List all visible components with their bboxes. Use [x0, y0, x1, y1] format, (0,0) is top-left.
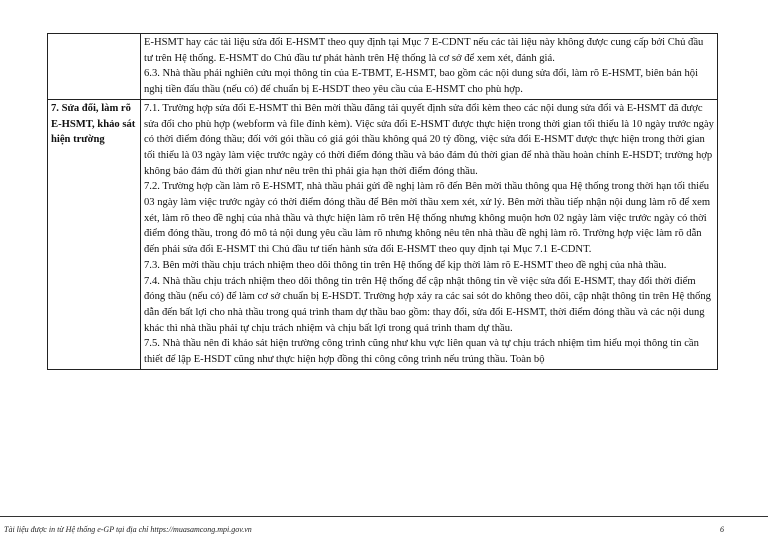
paragraph: E-HSMT hay các tài liệu sửa đổi E-HSMT theo quy định tại Mục 7 E-CDNT nếu các tài liệu này không được cung cấp bởi Chủ đầu tư trên Hệ thống. E-HSMT do Chủ đầu tư phát hành trên Hệ thống là cơ sở để xem xét, đánh giá. — [144, 37, 704, 64]
footer-source-text: Tài liệu được in từ Hệ thống e-GP tại địa chỉ https://muasamcong.mpi.gov.vn — [4, 525, 252, 534]
document-table — [47, 33, 718, 370]
paragraph: 7.1. Trường hợp sửa đổi E-HSMT thì Bên mời thầu đăng tải quyết định sửa đổi kèm theo các nội dung sửa đổi và E-HSMT đã được sửa đổi cho phù hợp (webform và file đính kèm). Việc sửa đổi E-HSMT được thực hiện trong thời gian tối thiểu là 10 ngày trước ngày có thời điểm đóng thầu; đối với gói thầu có giá gói thầu không quá 20 tỷ đồng, việc sửa đổi E-HSMT được thực hiện trong thời gian tối thiểu là 03 ngày làm việc trước ngày có thời điểm đóng thầu và bảo đảm đủ thời gian để nhà thầu hoàn chỉnh E-HSDT; trường hợp không bảo đảm đủ thời gian như nêu trên thì phải gia hạn thời điểm đóng thầu. — [144, 102, 714, 177]
paragraph: 7.5. Nhà thầu nên đi khảo sát hiện trường công trình cũng như khu vực liên quan và tự chịu trách nhiệm tìm hiểu mọi thông tin cần thiết để lập E-HSDT cũng như thực hiện hợp đồng thi công công trình nếu trúng thầu. Toàn bộ — [144, 338, 699, 366]
paragraph: 7.3. Bên mời thầu chịu trách nhiệm theo dõi thông tin trên Hệ thống để kịp thời làm rõ E-HSMT theo đề nghị của nhà thầu. — [144, 259, 667, 271]
paragraph: 7.2. Trường hợp cần làm rõ E-HSMT, nhà thầu phải gửi đề nghị làm rõ đến Bên mời thầu thông qua Hệ thống trong thời hạn tối thiểu 03 ngày làm việc trước ngày có thời điểm đóng thầu để Bên mời thầu xem xét, xử lý. Bên mời thầu tiếp nhận nội dung làm rõ để xem xét, làm rõ theo đề nghị của nhà thầu và thực hiện làm rõ trên Hệ thống nhưng không muộn hơn 02 ngày làm việc trước ngày có thời điểm đóng thầu, trong đó mô tả nội dung yêu cầu làm rõ nhưng không nêu tên nhà thầu đề nghị làm rõ. Trường hợp việc làm rõ dẫn đến phải sửa đổi E-HSMT thì Chủ đầu tư tiến hành sửa đổi E-HSMT theo quy định tại Mục 7.1 E-CDNT. — [144, 181, 711, 256]
page-footer — [0, 516, 768, 534]
content-cell — [141, 99, 718, 369]
section-title-cell: 7. Sửa đổi, làm rõ E-HSMT, khảo sát hiện trường — [48, 99, 141, 369]
section-title-cell — [48, 34, 141, 100]
table-row — [48, 34, 718, 100]
content-cell — [141, 34, 718, 100]
table-row — [48, 99, 718, 369]
page-number: 6 — [720, 525, 724, 534]
paragraph: 7.4. Nhà thầu chịu trách nhiệm theo dõi thông tin trên Hệ thống để cập nhật thông tin về việc sửa đổi E-HSMT, thay đổi thời điểm đóng thầu (nếu có) để làm cơ sở chuẩn bị E-HSDT. Trường hợp xảy ra các sai sót do không theo dõi, cập nhật thông tin trên Hệ thống dẫn đến bất lợi cho nhà thầu trong quá trình tham dự thầu bao gồm: thay đổi, sửa đổi E-HSMT, thời điểm đóng thầu và các nội dung khác thì nhà thầu phải tự chịu trách nhiệm và chịu bất lợi trong quá trình tham dự thầu. — [144, 275, 711, 334]
paragraph: 6.3. Nhà thầu phải nghiên cứu mọi thông tin của E-TBMT, E-HSMT, bao gồm các nội dung sửa đổi, làm rõ E-HSMT, biên bản hội nghị tiền đấu thầu (nếu có) để chuẩn bị E-HSDT theo yêu cầu của E-HSMT cho phù hợp. — [144, 68, 699, 96]
